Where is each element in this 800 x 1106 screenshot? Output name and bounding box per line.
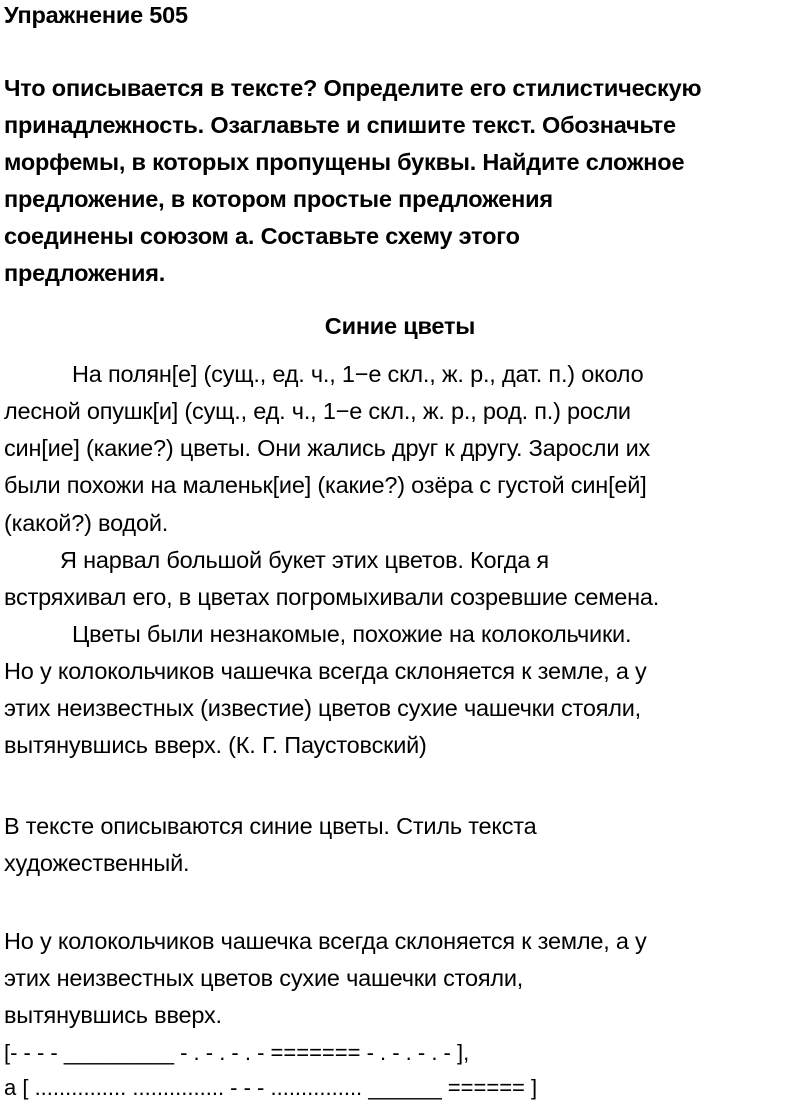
- task-line: принадлежность. Озаглавьте и спишите текст. Обозначьте: [4, 112, 676, 138]
- text-line: син[ие] (какие?) цветы. Они жались друг к другу. Заросли их: [4, 435, 651, 461]
- text-line: вытянувшись вверх. (К. Г. Паустовский): [4, 732, 427, 758]
- task-line: соединены союзом а. Составьте схему этого: [4, 223, 520, 249]
- text-line: Но у колокольчиков чашечка всегда склоняется к земле, а у: [4, 658, 647, 684]
- text-line: лесной опушк[и] (сущ., ед. ч., 1−е скл., ж. р., род. п.) росли: [4, 398, 631, 424]
- answer-line: Но у колокольчиков чашечка всегда склоняется к земле, а у: [4, 928, 647, 954]
- text-line: были похожи на маленьк[ие] (какие?) озёра с густой син[ей]: [4, 472, 647, 498]
- task-line: предложение, в котором простые предложения: [4, 186, 553, 212]
- answer-line: художественный.: [4, 850, 190, 876]
- answer-line: этих неизвестных цветов сухие чашечки стояли,: [4, 965, 524, 991]
- text-line: Я нарвал большой букет этих цветов. Когда я: [60, 547, 549, 573]
- sentence-scheme-line: [- - - - _________ - . - . - . - ======= - . - . - . - ],: [4, 1040, 470, 1065]
- text-title: Синие цветы: [324, 313, 476, 339]
- task-line: предложения.: [4, 260, 166, 286]
- task-line: Что описывается в тексте? Определите его стилистическую: [4, 75, 702, 101]
- exercise-heading: Упражнение 505: [4, 2, 188, 28]
- sentence-scheme-line: а [ ............... ............... - - - ............... ______ ====== ]: [4, 1075, 538, 1100]
- task-line: морфемы, в которых пропущены буквы. Найдите сложное: [4, 149, 685, 175]
- text-line: этих неизвестных (известие) цветов сухие чашечки стояли,: [4, 695, 642, 721]
- text-line: Цветы были незнакомые, похожие на колокольчики.: [72, 621, 632, 647]
- text-line: встряхивал его, в цветах погромыхивали созревшие семена.: [4, 584, 660, 610]
- answer-line: В тексте описываются синие цветы. Стиль текста: [4, 813, 537, 839]
- text-line: (какой?) водой.: [4, 510, 169, 536]
- answer-line: вытянувшись вверх.: [4, 1002, 222, 1028]
- text-line: На полян[е] (сущ., ед. ч., 1−е скл., ж. р., дат. п.) около: [72, 361, 644, 387]
